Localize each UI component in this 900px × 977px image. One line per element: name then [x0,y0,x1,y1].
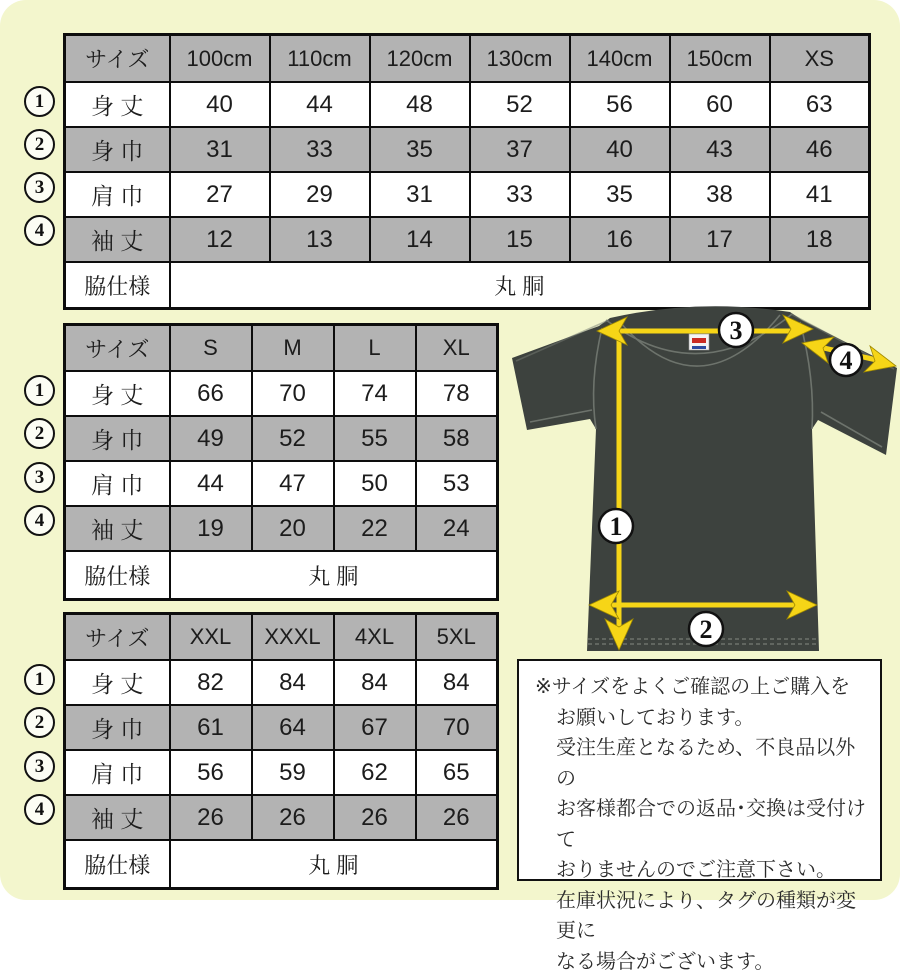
value-cell: 65 [416,750,498,795]
circled-number-2: 2 [24,418,55,449]
circled-number-2: 2 [24,707,55,738]
table-row-body-length [65,371,498,416]
value-cell: 48 [370,82,470,127]
side-spec-value: 丸 胴 [170,262,870,309]
value-cell: 84 [416,660,498,705]
measure-marker-1 [599,509,633,543]
value-cell: 15 [470,217,570,262]
value-cell: 59 [252,750,334,795]
circled-number-4: 4 [24,215,55,246]
table-row-body-length [65,82,870,127]
value-cell: 26 [170,795,252,840]
table-header-row [65,35,870,83]
value-cell: 16 [570,217,670,262]
header-cell: 150cm [670,35,770,83]
tshirt-measurement-diagram [503,298,900,660]
measure-marker-4 [830,344,862,376]
svg-text:4: 4 [840,346,853,375]
value-cell: 74 [334,371,416,416]
row-label: 身 丈 [65,371,170,416]
value-cell: 13 [270,217,370,262]
row-label: 肩 巾 [65,172,170,217]
row-label: 肩 巾 [65,461,170,506]
value-cell: 35 [570,172,670,217]
note-line: ※サイズをよくご確認の上ご購入を [535,672,870,703]
value-cell: 38 [670,172,770,217]
table-row-body-width [65,416,498,461]
header-cell: 130cm [470,35,570,83]
row-label: 身 巾 [65,416,170,461]
value-cell: 12 [170,217,270,262]
row-label: 袖 丈 [65,795,170,840]
header-cell: S [170,325,252,372]
row-label: 脇仕様 [65,840,170,889]
row-label: 身 丈 [65,660,170,705]
value-cell: 37 [470,127,570,172]
value-cell: 58 [416,416,498,461]
value-cell: 84 [252,660,334,705]
value-cell: 33 [270,127,370,172]
table-row-shoulder-width [65,461,498,506]
value-cell: 84 [334,660,416,705]
header-cell: 110cm [270,35,370,83]
svg-text:1: 1 [610,512,623,541]
header-cell: XS [770,35,870,83]
measure-marker-3 [719,313,753,347]
value-cell: 62 [334,750,416,795]
table-row-body-width [65,127,870,172]
note-line: お客様都合での返品･交換は受付けて [556,794,870,855]
table-row-body-length [65,660,498,705]
value-cell: 70 [416,705,498,750]
header-cell: 4XL [334,614,416,661]
row-label: 袖 丈 [65,217,170,262]
measure-marker-2 [689,612,723,646]
circled-number-3: 3 [24,751,55,782]
table-row-sleeve-length [65,506,498,551]
purchase-note [517,659,882,881]
value-cell: 14 [370,217,470,262]
value-cell: 18 [770,217,870,262]
row-label: 身 巾 [65,127,170,172]
header-cell: サイズ [65,35,170,83]
table-row-sleeve-length [65,795,498,840]
row-label: 袖 丈 [65,506,170,551]
value-cell: 19 [170,506,252,551]
value-cell: 66 [170,371,252,416]
value-cell: 56 [170,750,252,795]
value-cell: 78 [416,371,498,416]
size-table-kids [63,33,871,310]
header-cell: 5XL [416,614,498,661]
value-cell: 40 [570,127,670,172]
table-header-row [65,325,498,372]
neck-tag-icon [689,334,709,350]
header-cell: サイズ [65,614,170,661]
value-cell: 47 [252,461,334,506]
circled-number-4: 4 [24,505,55,536]
svg-text:2: 2 [700,615,713,644]
header-cell: 100cm [170,35,270,83]
table-row-side-spec [65,840,498,889]
value-cell: 17 [670,217,770,262]
row-label: 身 巾 [65,705,170,750]
note-line: おりませんのでご注意下さい。 [556,855,870,886]
table-row-side-spec [65,551,498,600]
value-cell: 29 [270,172,370,217]
value-cell: 82 [170,660,252,705]
value-cell: 46 [770,127,870,172]
value-cell: 20 [252,506,334,551]
value-cell: 63 [770,82,870,127]
table-row-shoulder-width [65,750,498,795]
side-spec-value: 丸 胴 [170,840,498,889]
value-cell: 52 [252,416,334,461]
value-cell: 55 [334,416,416,461]
value-cell: 67 [334,705,416,750]
table-row-shoulder-width [65,172,870,217]
side-spec-value: 丸 胴 [170,551,498,600]
circled-number-3: 3 [24,172,55,203]
value-cell: 26 [334,795,416,840]
circled-number-1: 1 [24,86,55,117]
value-cell: 56 [570,82,670,127]
circled-number-4: 4 [24,794,55,825]
size-table-xxl-5xl [63,612,499,890]
header-cell: XXXL [252,614,334,661]
value-cell: 22 [334,506,416,551]
row-label: 肩 巾 [65,750,170,795]
value-cell: 26 [252,795,334,840]
header-cell: 140cm [570,35,670,83]
value-cell: 60 [670,82,770,127]
header-cell: XL [416,325,498,372]
value-cell: 43 [670,127,770,172]
note-line: 在庫状況により、タグの種類が変更に [556,886,870,947]
value-cell: 33 [470,172,570,217]
value-cell: 44 [270,82,370,127]
value-cell: 27 [170,172,270,217]
value-cell: 50 [334,461,416,506]
note-line: 受注生産となるため、不良品以外の [556,733,870,794]
circled-number-2: 2 [24,129,55,160]
row-label: 身 丈 [65,82,170,127]
value-cell: 64 [252,705,334,750]
value-cell: 31 [170,127,270,172]
circled-number-1: 1 [24,664,55,695]
header-cell: L [334,325,416,372]
note-line: お願いしております。 [556,703,870,734]
header-cell: サイズ [65,325,170,372]
value-cell: 26 [416,795,498,840]
svg-text:3: 3 [730,316,743,345]
value-cell: 44 [170,461,252,506]
value-cell: 41 [770,172,870,217]
table-header-row [65,614,498,661]
circled-number-3: 3 [24,462,55,493]
header-cell: XXL [170,614,252,661]
circled-number-1: 1 [24,375,55,406]
value-cell: 52 [470,82,570,127]
value-cell: 49 [170,416,252,461]
value-cell: 35 [370,127,470,172]
note-line: なる場合がございます。 [556,947,870,977]
value-cell: 61 [170,705,252,750]
row-label: 脇仕様 [65,262,170,309]
row-label: 脇仕様 [65,551,170,600]
value-cell: 40 [170,82,270,127]
table-row-body-width [65,705,498,750]
value-cell: 53 [416,461,498,506]
header-cell: 120cm [370,35,470,83]
value-cell: 70 [252,371,334,416]
value-cell: 24 [416,506,498,551]
value-cell: 31 [370,172,470,217]
size-table-s-xl [63,323,499,601]
header-cell: M [252,325,334,372]
table-row-sleeve-length [65,217,870,262]
